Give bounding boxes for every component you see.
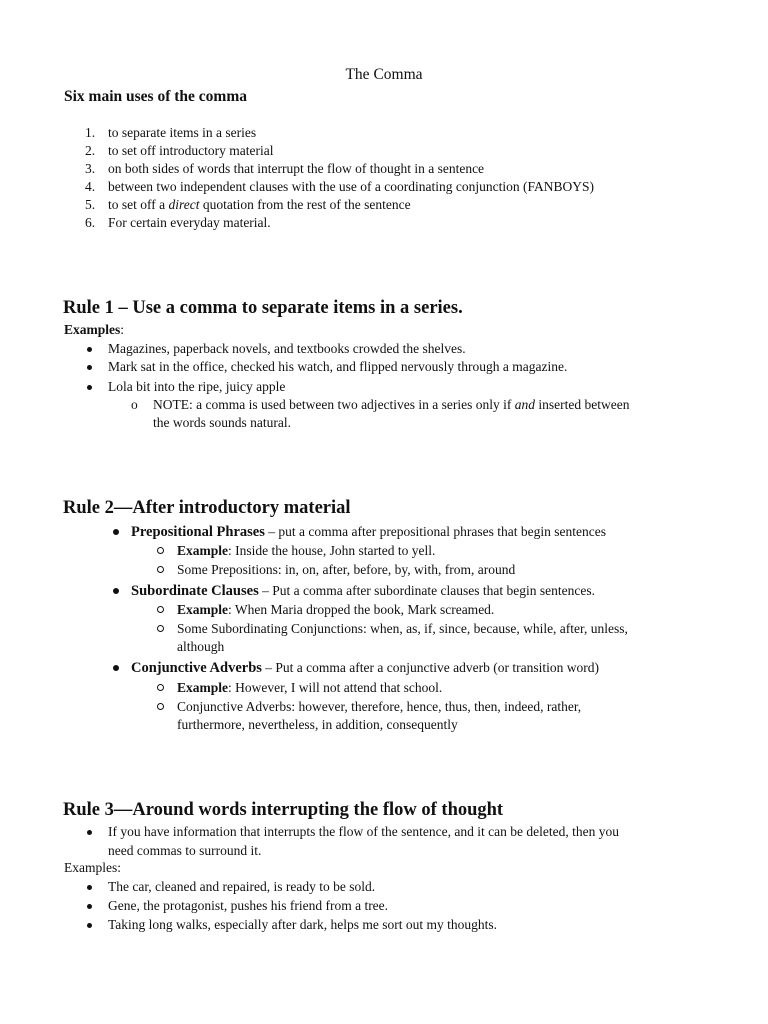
conjunctive-adverbs-item: Conjunctive Adverbs – Put a comma after a conjunctive adverb (or transition word) <box>113 659 599 677</box>
rule-1-example-1: Magazines, paperback novels, and textbooks crowded the shelves. <box>87 340 466 358</box>
conjunctive-adverbs-list-cont: furthermore, nevertheless, in addition, consequently <box>177 717 458 732</box>
circle-bullet-icon <box>157 684 164 691</box>
use-item-5: 5. to set off a direct quotation from the rest of the sentence <box>85 197 411 212</box>
conjunctive-example: Example: However, I will not attend that school. <box>177 680 443 695</box>
conjunctive-adverbs-list: Conjunctive Adverbs: however, therefore, hence, thus, then, indeed, rather, <box>177 699 582 714</box>
rule-1-heading: Rule 1 – Use a comma to separate items in a series. <box>63 298 463 318</box>
use-item-3: 3. on both sides of words that interrupt the flow of thought in a sentence <box>85 161 485 176</box>
rule-3-explanation: If you have information that interrupts the flow of the sentence, and it can be deleted, then you <box>87 823 619 841</box>
rule-1-example-2: Mark sat in the office, checked his watch, and flipped nervously through a magazine. <box>87 358 567 376</box>
rule-1-note-marker: o <box>131 397 138 412</box>
subtitle: Six main uses of the comma <box>64 88 247 105</box>
subordinating-conjunctions-list: Some Subordinating Conjunctions: when, as, if, since, because, while, after, unless, <box>177 621 628 636</box>
circle-bullet-icon <box>157 606 164 613</box>
use-item-6: 6. For certain everyday material. <box>85 215 271 230</box>
rule-2-heading: Rule 2—After introductory material <box>63 498 351 518</box>
rule-3-examples-label: Examples: <box>64 860 121 875</box>
use-item-4: 4. between two independent clauses with the use of a coordinating conjunction (FANBOYS) <box>85 179 595 194</box>
rule-3-explanation-cont: need commas to surround it. <box>108 843 262 858</box>
prepositional-example: Example: Inside the house, John started to yell. <box>177 543 436 558</box>
rule-3-heading: Rule 3—Around words interrupting the flow of thought <box>63 800 504 820</box>
prepositional-phrases-item: Prepositional Phrases – put a comma after prepositional phrases that begin sentences <box>113 523 606 541</box>
subordinate-example: Example: When Maria dropped the book, Mark screamed. <box>177 602 495 617</box>
rule-1-example-3: Lola bit into the ripe, juicy apple <box>87 378 285 396</box>
rule-3-example-1: The car, cleaned and repaired, is ready to be sold. <box>87 878 375 896</box>
use-item-2: 2. to set off introductory material <box>85 143 274 158</box>
prepositions-list: Some Prepositions: in, on, after, before, by, with, from, around <box>177 562 516 577</box>
use-item-1: 1. to separate items in a series <box>85 125 257 140</box>
circle-bullet-icon <box>157 566 164 573</box>
subordinate-clauses-item: Subordinate Clauses – Put a comma after subordinate clauses that begin sentences. <box>113 582 595 600</box>
page-title: The Comma <box>345 66 423 83</box>
rule-1-examples-label: Examples: <box>64 322 125 337</box>
circle-bullet-icon <box>157 625 164 632</box>
rule-3-example-3: Taking long walks, especially after dark, helps me sort out my thoughts. <box>87 916 497 934</box>
rule-1-note-line-2: the words sounds natural. <box>153 415 291 430</box>
rule-1-note-line-1: NOTE: a comma is used between two adjectives in a series only if and inserted between <box>153 397 630 412</box>
circle-bullet-icon <box>157 703 164 710</box>
circle-bullet-icon <box>157 547 164 554</box>
rule-3-example-2: Gene, the protagonist, pushes his friend from a tree. <box>87 897 388 915</box>
subordinating-conjunctions-list-cont: although <box>177 639 225 654</box>
